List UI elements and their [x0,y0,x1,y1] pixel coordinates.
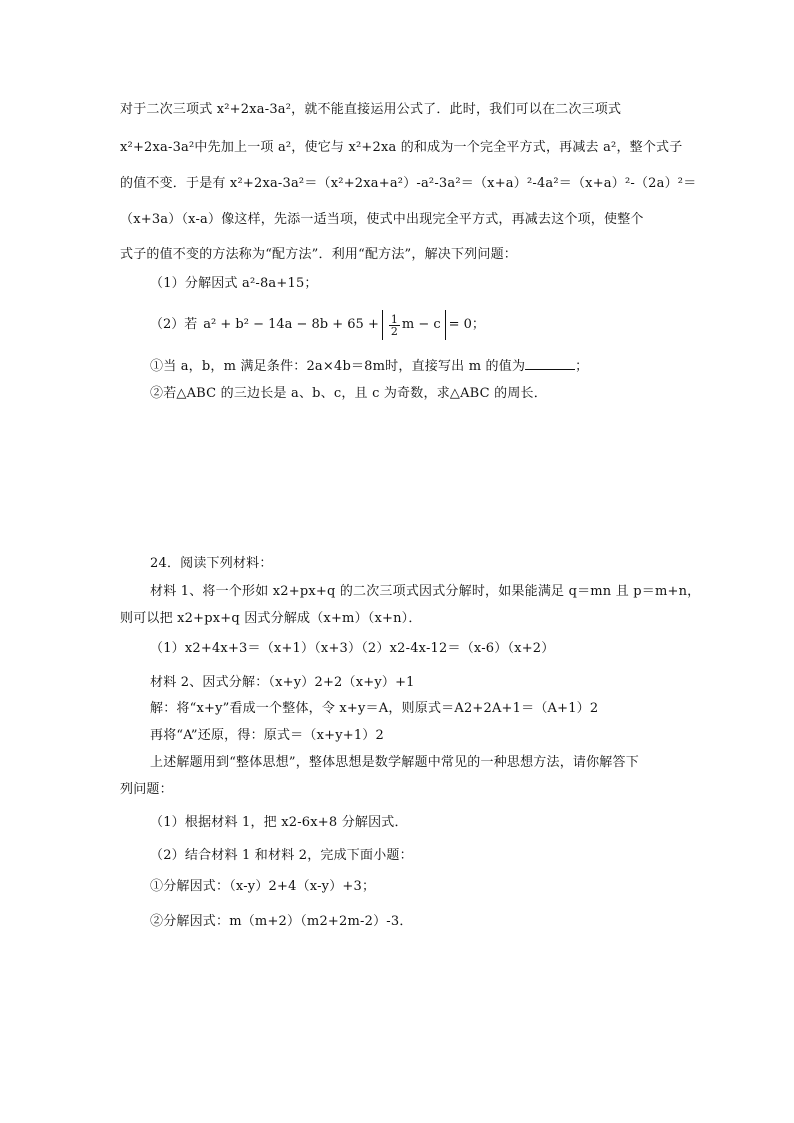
text-line: 则可以把 x2+px+q 因式分解成（x+m）（x+n）． [120,611,422,626]
text-line: 材料 2、因式分解：（x+y）2+2（x+y）+1 [150,675,415,690]
q2-prefix: （2）若 [150,317,198,332]
sub-question-2: （2）结合材料 1 和材料 2，完成下面小题： [150,848,413,863]
text-line: 材料 1、将一个形如 x2+px+q 的二次三项式因式分解时，如果能满足 q＝mn 且 p＝m+n， [150,584,701,599]
text-line: 式子的值不变的方法称为“配方法”．利用“配方法”，解决下列问题： [120,247,517,262]
q2-expression: a² + b² − 14a − 8b + 65 + [203,317,379,332]
answer-blank[interactable] [525,357,575,370]
text-line: （x+3a）（x-a）像这样，先添一适当项，使式中出现完全平方式，再减去这个项，使整个 [120,212,644,227]
sub-question-2a: ①分解因式：（x-y）2+4（x-y）+3； [150,879,376,894]
q2a-end: ； [575,359,589,374]
text-line: 的值不变．于是有 x²+2xa-3a²＝（x²+2xa+a²）-a²-3a²＝（x+a）²-4a²＝（x+a）²-（2a）²＝ [120,176,697,191]
text-line: 再将“A”还原，得：原式＝（x+y+1）2 [150,728,384,743]
text-line: （1）x2+4x+3＝（x+1）（x+3）（2）x2-4x-12＝（x-6）（x+2） [150,641,555,656]
problem-24-heading: 24．阅读下列材料： [150,556,273,571]
sub-question-2b: ②分解因式：m（m+2）（m2+2m-2）-3． [150,914,413,929]
question-2a [150,357,588,376]
sub-question-1: （1）根据材料 1，把 x2-6x+8 分解因式． [150,815,408,830]
fraction [389,314,400,337]
text-line: 列问题： [120,782,173,797]
question-2b: ②若△ABC 的三边长是 a、b、c，且 c 为奇数，求△ABC 的周长． [150,386,547,401]
question-1: （1）分解因式 a²-8a+15； [150,276,318,291]
q2-suffix: = 0； [448,317,485,332]
question-2-equation [150,310,485,340]
abs-tail: m − c [401,317,441,332]
text-line: x²+2xa-3a²中先加上一项 a²，使它与 x²+2xa 的和成为一个完全平方式，再减去 a²，整个式子 [120,140,683,155]
text-line: 解：将“x+y”看成一个整体，令 x+y＝A，则原式＝A2+2A+1＝（A+1）2 [150,701,599,716]
q2a-text: ①当 a，b，m 满足条件：2a×4b＝8m时，直接写出 m 的值为 [150,359,526,374]
text-line: 对于二次三项式 x²+2xa-3a²，就不能直接运用公式了．此时，我们可以在二次三项式 [120,102,622,117]
fraction-numerator: 1 [390,312,398,326]
fraction-denominator: 2 [390,324,398,338]
absolute-value [382,310,446,340]
text-line: 上述解题用到“整体思想”，整体思想是数学解题中常见的一种思想方法，请你解答下 [150,755,639,770]
